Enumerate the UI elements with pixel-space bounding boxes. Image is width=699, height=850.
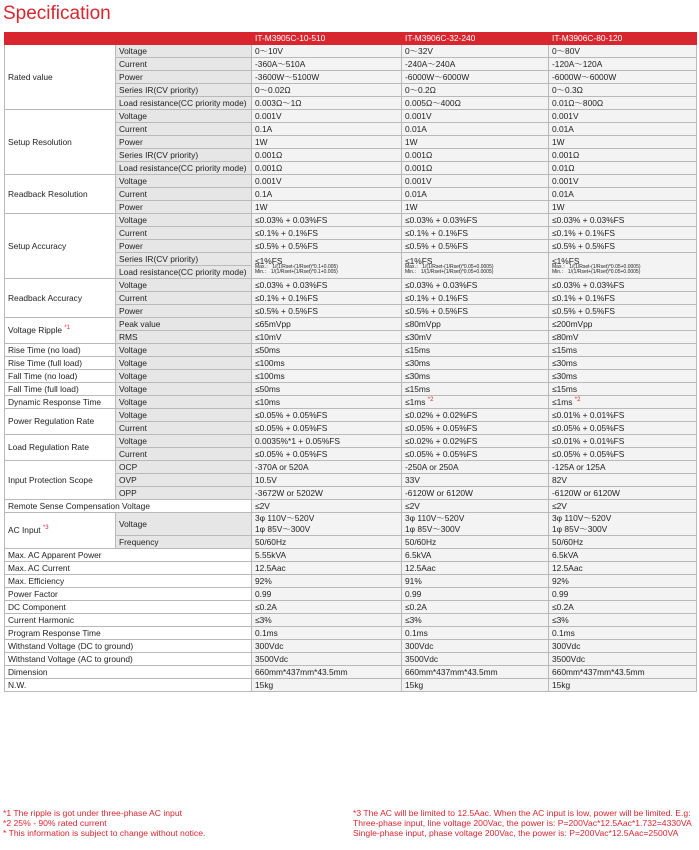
spec-value: ≤0.5% + 0.5%FS: [549, 305, 697, 318]
spec-value: ≤0.5% + 0.5%FS: [252, 305, 402, 318]
ir-max-formula: Max.： 1/(1/Rset-(1/Rset)*0.05+0.0005): [552, 263, 641, 270]
general-label: DC Component: [5, 601, 252, 614]
param-label: RMS: [116, 331, 252, 344]
spec-value: 3500Vdc: [402, 653, 549, 666]
footnote-3-single-phase: Single-phase input, phase voltage 200Vac, the power is: P=200Vac*12.5Aac=2500VA: [353, 828, 679, 838]
timing-label: Fall Time (no load): [5, 370, 116, 383]
spec-value: ≤0.05% + 0.05%FS: [252, 409, 402, 422]
three-phase-range: 3φ 110V～520V: [405, 513, 465, 523]
spec-value: ≤0.1% + 0.1%FS: [402, 292, 549, 305]
spec-value: ≤0.03% + 0.03%FS: [402, 279, 549, 292]
footnote-3-three-phase: Three-phase input, line voltage 200Vac, the power is: P=200Vac*12.5Aac*1.732=4330VA: [353, 818, 692, 828]
general-label: Program Response Time: [5, 627, 252, 640]
spec-value: 0.005Ω～400Ω: [402, 97, 549, 110]
spec-value: 0.1ms: [402, 627, 549, 640]
input-protection-group-label: [5, 461, 116, 500]
spec-value: 0～10V: [252, 45, 402, 58]
spec-value: 0.001Ω: [402, 149, 549, 162]
general-row: [5, 614, 697, 627]
param-label: Voltage: [116, 409, 252, 422]
remote-sense-label: Remote Sense Compensation Voltage: [5, 500, 252, 513]
spec-value: 1W: [252, 201, 402, 214]
spec-value: 300Vdc: [549, 640, 697, 653]
spec-value: 0.001V: [402, 175, 549, 188]
load-regulation-group-label: [5, 435, 116, 461]
spec-value: 0.01A: [402, 123, 549, 136]
three-phase-range: 3φ 110V～520V: [255, 513, 315, 523]
spec-value: 1W: [402, 201, 549, 214]
spec-value: ≤2V: [549, 500, 697, 513]
spec-value: 12.5Aac: [402, 562, 549, 575]
spec-value: -3672W or 5202W: [252, 487, 402, 500]
footnote-2: *2 25% - 90% rated current: [3, 818, 107, 828]
spec-value: 6.5kVA: [402, 549, 549, 562]
param-label: Voltage: [116, 45, 252, 58]
param-label: Load resistance(CC priority mode): [116, 266, 252, 279]
spec-value: 92%: [549, 575, 697, 588]
footnotes-right: [353, 808, 698, 838]
spec-value: -6120W or 6120W: [402, 487, 549, 500]
power-regulation-label: Power Regulation Rate: [8, 416, 95, 426]
spec-value: 50/60Hz: [402, 536, 549, 549]
spec-value: ≤0.5% + 0.5%FS: [402, 305, 549, 318]
spec-value: ≤0.02% + 0.02%FS: [402, 409, 549, 422]
spec-value: ≤3%: [549, 614, 697, 627]
spec-value: ≤0.03% + 0.03%FS: [252, 214, 402, 227]
rated-value-label: Rated value: [8, 71, 53, 82]
timing-label: Rise Time (no load): [5, 344, 116, 357]
spec-value: 0.001Ω: [402, 162, 549, 175]
param-label: Power: [116, 71, 252, 84]
ir-value: ≤1%FS: [405, 255, 433, 266]
spec-value: ≤15ms: [549, 344, 697, 357]
remote-sense-row: [5, 500, 697, 513]
general-row: [5, 679, 697, 692]
timing-row: [5, 344, 697, 357]
spec-value: ≤30mV: [402, 331, 549, 344]
spec-value: ≤0.03% + 0.03%FS: [549, 214, 697, 227]
param-label: Current: [116, 227, 252, 240]
ir-value: ≤1%FS: [255, 255, 283, 266]
load-min-formula: Min.： 1/(1/Rset+(1/Rset)*0.05+0.0005): [405, 268, 494, 275]
spec-value: [402, 253, 549, 279]
single-phase-range: 1φ 85V～300V: [552, 524, 608, 534]
spec-value: 660mm*437mm*43.5mm: [252, 666, 402, 679]
setup-accuracy-row: [5, 214, 697, 227]
spec-value: ≤2V: [402, 500, 549, 513]
spec-value: 1W: [549, 136, 697, 149]
param-label: Power: [116, 136, 252, 149]
spec-value: ≤30ms: [549, 370, 697, 383]
param-label: OCP: [116, 461, 252, 474]
header-model-3: IT-M3906C-80-120: [549, 33, 697, 45]
spec-value: [402, 513, 549, 536]
spec-value: 15kg: [252, 679, 402, 692]
param-label: Current: [116, 188, 252, 201]
timing-label: Fall Time (full load): [5, 383, 116, 396]
spec-value: ≤0.5% + 0.5%FS: [549, 240, 697, 253]
general-label: Current Harmonic: [5, 614, 252, 627]
spec-value: ≤15ms: [402, 344, 549, 357]
spec-value: -6000W～6000W: [549, 71, 697, 84]
spec-value: ≤2V: [252, 500, 402, 513]
param-label: Current: [116, 292, 252, 305]
spec-value: 12.5Aac: [252, 562, 402, 575]
footnote-1: *1 The ripple is got under three-phase AC input: [3, 808, 182, 818]
spec-value: 300Vdc: [252, 640, 402, 653]
spec-value: 5.55kVA: [252, 549, 402, 562]
spec-value: [252, 253, 402, 279]
spec-value: 12.5Aac: [549, 562, 697, 575]
spec-value: ≤80mV: [549, 331, 697, 344]
spec-value: ≤30ms: [402, 357, 549, 370]
header-model-1: IT-M3905C-10-510: [252, 33, 402, 45]
input-protection-label: Input Protection Scope: [8, 474, 93, 485]
timing-row: [5, 383, 697, 396]
spec-value: [402, 396, 549, 409]
param-label: OVP: [116, 474, 252, 487]
power-regulation-group-label: [5, 409, 116, 435]
spec-value: [549, 513, 697, 536]
spec-value: 0.001V: [549, 175, 697, 188]
single-phase-range: 1φ 85V～300V: [255, 524, 311, 534]
spec-value: -3600W～5100W: [252, 71, 402, 84]
load-regulation-row: [5, 435, 697, 448]
spec-value: ≤15ms: [549, 383, 697, 396]
timing-label: Rise Time (full load): [5, 357, 116, 370]
load-min-formula: Min.： 1/(1/Rset+(1/Rset)*0.1+0.005): [255, 268, 338, 275]
param-label: Voltage: [116, 344, 252, 357]
param-label: Series IR(CV priority): [116, 149, 252, 162]
param-label: Peak value: [116, 318, 252, 331]
ac-input-voltage-row: [5, 513, 697, 536]
spec-value: ≤50ms: [252, 383, 402, 396]
param-label: Frequency: [116, 536, 252, 549]
spec-value: 10.5V: [252, 474, 402, 487]
spec-value: ≤0.1% + 0.1%FS: [252, 292, 402, 305]
spec-value: 0.003Ω～1Ω: [252, 97, 402, 110]
general-row: [5, 549, 697, 562]
general-label: Max. AC Apparent Power: [5, 549, 252, 562]
spec-value: ≤0.2A: [549, 601, 697, 614]
spec-value: ≤15ms: [402, 383, 549, 396]
spec-value: ≤80mVpp: [402, 318, 549, 331]
spec-value: ≤0.03% + 0.03%FS: [549, 279, 697, 292]
spec-value: -6000W～6000W: [402, 71, 549, 84]
spec-value: 92%: [252, 575, 402, 588]
spec-value: ≤3%: [402, 614, 549, 627]
spec-value: 0.1A: [252, 188, 402, 201]
input-protection-row: [5, 461, 697, 474]
spec-value: 0.001V: [252, 175, 402, 188]
param-label: Voltage: [116, 357, 252, 370]
spec-value: 660mm*437mm*43.5mm: [402, 666, 549, 679]
spec-value: -370A or 520A: [252, 461, 402, 474]
spec-value: 33V: [402, 474, 549, 487]
spec-table: [4, 32, 697, 692]
param-label: Voltage: [116, 383, 252, 396]
spec-value: ≤0.1% + 0.1%FS: [402, 227, 549, 240]
timing-row: [5, 370, 697, 383]
spec-value: -250A or 250A: [402, 461, 549, 474]
footnote-mark: *3: [42, 525, 49, 532]
general-label: Max. AC Current: [5, 562, 252, 575]
param-label: Voltage: [116, 435, 252, 448]
spec-value: 0～80V: [549, 45, 697, 58]
param-label: Voltage: [116, 175, 252, 188]
general-label: Dimension: [5, 666, 252, 679]
spec-value: ≤0.05% + 0.05%FS: [252, 448, 402, 461]
ac-input-label: AC Input: [8, 525, 41, 535]
param-label: OPP: [116, 487, 252, 500]
general-row: [5, 601, 697, 614]
dynamic-response-label: Dynamic Response Time: [5, 396, 116, 409]
param-label: Series IR(CV priority): [116, 253, 252, 266]
ac-input-group-label: [5, 513, 116, 549]
spec-value: 0.01A: [549, 188, 697, 201]
spec-value: 1W: [252, 136, 402, 149]
general-row: [5, 666, 697, 679]
spec-value: ≤100ms: [252, 357, 402, 370]
spec-value: 0～0.3Ω: [549, 84, 697, 97]
spec-value: 0.001V: [402, 110, 549, 123]
param-label: Current: [116, 58, 252, 71]
rated-value-row: [5, 45, 697, 58]
voltage-ripple-label: Voltage Ripple: [8, 325, 63, 335]
spec-value: ≤30ms: [549, 357, 697, 370]
spec-value: -120A～120A: [549, 58, 697, 71]
readback-resolution-group-label: [5, 175, 116, 214]
voltage-ripple-row: [5, 318, 697, 331]
spec-body: [5, 45, 697, 692]
footnote-mark: *2: [427, 396, 434, 403]
general-row: [5, 627, 697, 640]
header-row: [5, 33, 697, 45]
spec-value: ≤30ms: [402, 370, 549, 383]
param-label: Current: [116, 123, 252, 136]
ir-value: ≤1%FS: [552, 255, 580, 266]
spec-value: 3500Vdc: [549, 653, 697, 666]
spec-value: [549, 396, 697, 409]
spec-value: [549, 253, 697, 279]
ir-max-formula: Max.： 1/(1/Rset-(1/Rset)*0.1+0.005): [255, 263, 338, 270]
spec-value: 0～0.2Ω: [402, 84, 549, 97]
param-label: Current: [116, 448, 252, 461]
readback-resolution-label: Readback Resolution: [8, 188, 88, 199]
spec-value: 0.1ms: [549, 627, 697, 640]
spec-value: 3500Vdc: [252, 653, 402, 666]
spec-value: 0.99: [402, 588, 549, 601]
footnote-mark: *2: [574, 396, 581, 403]
param-label: Series IR(CV priority): [116, 84, 252, 97]
setup-resolution-group-label: [5, 110, 116, 175]
spec-value: ≤0.03% + 0.03%FS: [252, 279, 402, 292]
spec-value: ≤10mV: [252, 331, 402, 344]
spec-value: 1W: [549, 201, 697, 214]
spec-value: 0.01A: [549, 123, 697, 136]
voltage-ripple-group-label: [5, 318, 116, 344]
spec-value: ≤0.05% + 0.05%FS: [402, 448, 549, 461]
general-row: [5, 588, 697, 601]
setup-resolution-label: Setup Resolution: [8, 136, 72, 147]
spec-value: ≤3%: [252, 614, 402, 627]
spec-value: 50/60Hz: [549, 536, 697, 549]
spec-value: -6120W or 6120W: [549, 487, 697, 500]
spec-value-text: ≤1ms: [405, 396, 426, 407]
spec-value: ≤0.1% + 0.1%FS: [549, 227, 697, 240]
general-row: [5, 562, 697, 575]
param-label: Power: [116, 201, 252, 214]
spec-value: 0.01Ω～800Ω: [549, 97, 697, 110]
param-label: Power: [116, 240, 252, 253]
timing-row: [5, 357, 697, 370]
header-blank: [5, 33, 252, 45]
readback-resolution-row: [5, 175, 697, 188]
general-label: N.W.: [5, 679, 252, 692]
spec-value: ≤0.05% + 0.05%FS: [402, 422, 549, 435]
header-model-2: IT-M3906C-32-240: [402, 33, 549, 45]
spec-value: ≤0.2A: [252, 601, 402, 614]
spec-value: 91%: [402, 575, 549, 588]
spec-value: ≤0.03% + 0.03%FS: [402, 214, 549, 227]
footnotes-left: [3, 808, 333, 838]
setup-resolution-row: [5, 110, 697, 123]
spec-value: -360A～510A: [252, 58, 402, 71]
spec-value: 0.001Ω: [549, 149, 697, 162]
spec-value: ≤10ms: [252, 396, 402, 409]
spec-value: 82V: [549, 474, 697, 487]
general-row: [5, 653, 697, 666]
param-label: Voltage: [116, 110, 252, 123]
spec-value: 300Vdc: [402, 640, 549, 653]
spec-value: 0.001Ω: [252, 162, 402, 175]
spec-value: ≤0.1% + 0.1%FS: [549, 292, 697, 305]
spec-value: ≤0.05% + 0.05%FS: [252, 422, 402, 435]
general-label: Max. Efficiency: [5, 575, 252, 588]
general-label: Withstand Voltage (AC to ground): [5, 653, 252, 666]
footnote-mark: *1: [64, 325, 71, 332]
spec-value: 15kg: [402, 679, 549, 692]
spec-value: ≤0.01% + 0.01%FS: [549, 435, 697, 448]
setup-accuracy-label: Setup Accuracy: [5, 214, 116, 279]
spec-value: ≤0.1% + 0.1%FS: [252, 227, 402, 240]
spec-value: 0.01Ω: [549, 162, 697, 175]
spec-value: ≤0.5% + 0.5%FS: [402, 240, 549, 253]
spec-value: -240A～240A: [402, 58, 549, 71]
spec-value: ≤0.02% + 0.02%FS: [402, 435, 549, 448]
general-row: [5, 575, 697, 588]
param-label: Current: [116, 422, 252, 435]
readback-accuracy-group-label: [5, 279, 116, 318]
general-label: Power Factor: [5, 588, 252, 601]
footnote-notice: * This information is subject to change without notice.: [3, 828, 206, 838]
spec-value: 0.99: [549, 588, 697, 601]
power-regulation-row: [5, 409, 697, 422]
param-label: Voltage: [116, 396, 252, 409]
spec-value: ≤65mVpp: [252, 318, 402, 331]
spec-value: ≤50ms: [252, 344, 402, 357]
spec-value: [252, 513, 402, 536]
dynamic-response-row: [5, 396, 697, 409]
spec-value: 0.1ms: [252, 627, 402, 640]
single-phase-range: 1φ 85V～300V: [405, 524, 461, 534]
spec-value: ≤100ms: [252, 370, 402, 383]
spec-value: ≤0.2A: [402, 601, 549, 614]
spec-value: 50/60Hz: [252, 536, 402, 549]
param-label: Load resistance(CC priority mode): [116, 162, 252, 175]
param-label: Voltage: [116, 214, 252, 227]
param-label: Voltage: [116, 513, 252, 536]
spec-value: 0.0035%*1 + 0.05%FS: [252, 435, 402, 448]
spec-value: ≤0.01% + 0.01%FS: [549, 409, 697, 422]
param-label: Power: [116, 305, 252, 318]
spec-value: 6.5kVA: [549, 549, 697, 562]
general-label: Withstand Voltage (DC to ground): [5, 640, 252, 653]
param-label: Voltage: [116, 279, 252, 292]
ir-max-formula: Max.： 1/(1/Rset-(1/Rset)*0.05+0.0005): [405, 263, 494, 270]
readback-accuracy-row: [5, 279, 697, 292]
spec-value: 0.001Ω: [252, 149, 402, 162]
load-regulation-label: Load Regulation Rate: [8, 442, 90, 452]
general-row: [5, 640, 697, 653]
spec-value-text: ≤1ms: [552, 396, 573, 407]
spec-value: 0.01A: [402, 188, 549, 201]
three-phase-range: 3φ 110V～520V: [552, 513, 612, 523]
spec-value: 1W: [402, 136, 549, 149]
spec-value: 660mm*437mm*43.5mm: [549, 666, 697, 679]
spec-value: ≤200mVpp: [549, 318, 697, 331]
spec-value: 15kg: [549, 679, 697, 692]
footnote-3: *3 The AC will be limited to 12.5Aac. When the AC input is low, power will be limited. E.g:: [353, 808, 691, 818]
spec-value: 0.1A: [252, 123, 402, 136]
param-label: Voltage: [116, 370, 252, 383]
spec-value: 0.001V: [549, 110, 697, 123]
spec-value: 0～0.02Ω: [252, 84, 402, 97]
spec-value: 0.99: [252, 588, 402, 601]
spec-value: -125A or 125A: [549, 461, 697, 474]
spec-value: ≤0.5% + 0.5%FS: [252, 240, 402, 253]
spec-value: ≤0.05% + 0.05%FS: [549, 448, 697, 461]
rated-value-group-label: [5, 45, 116, 110]
load-min-formula: Min.： 1/(1/Rset+(1/Rset)*0.05+0.0005): [552, 268, 641, 275]
readback-accuracy-label: Readback Accuracy: [8, 292, 83, 303]
spec-value: 0.001V: [252, 110, 402, 123]
param-label: Load resistance(CC priority mode): [116, 97, 252, 110]
spec-value: ≤0.05% + 0.05%FS: [549, 422, 697, 435]
spec-value: 0～32V: [402, 45, 549, 58]
page-title: Specification: [3, 3, 111, 24]
